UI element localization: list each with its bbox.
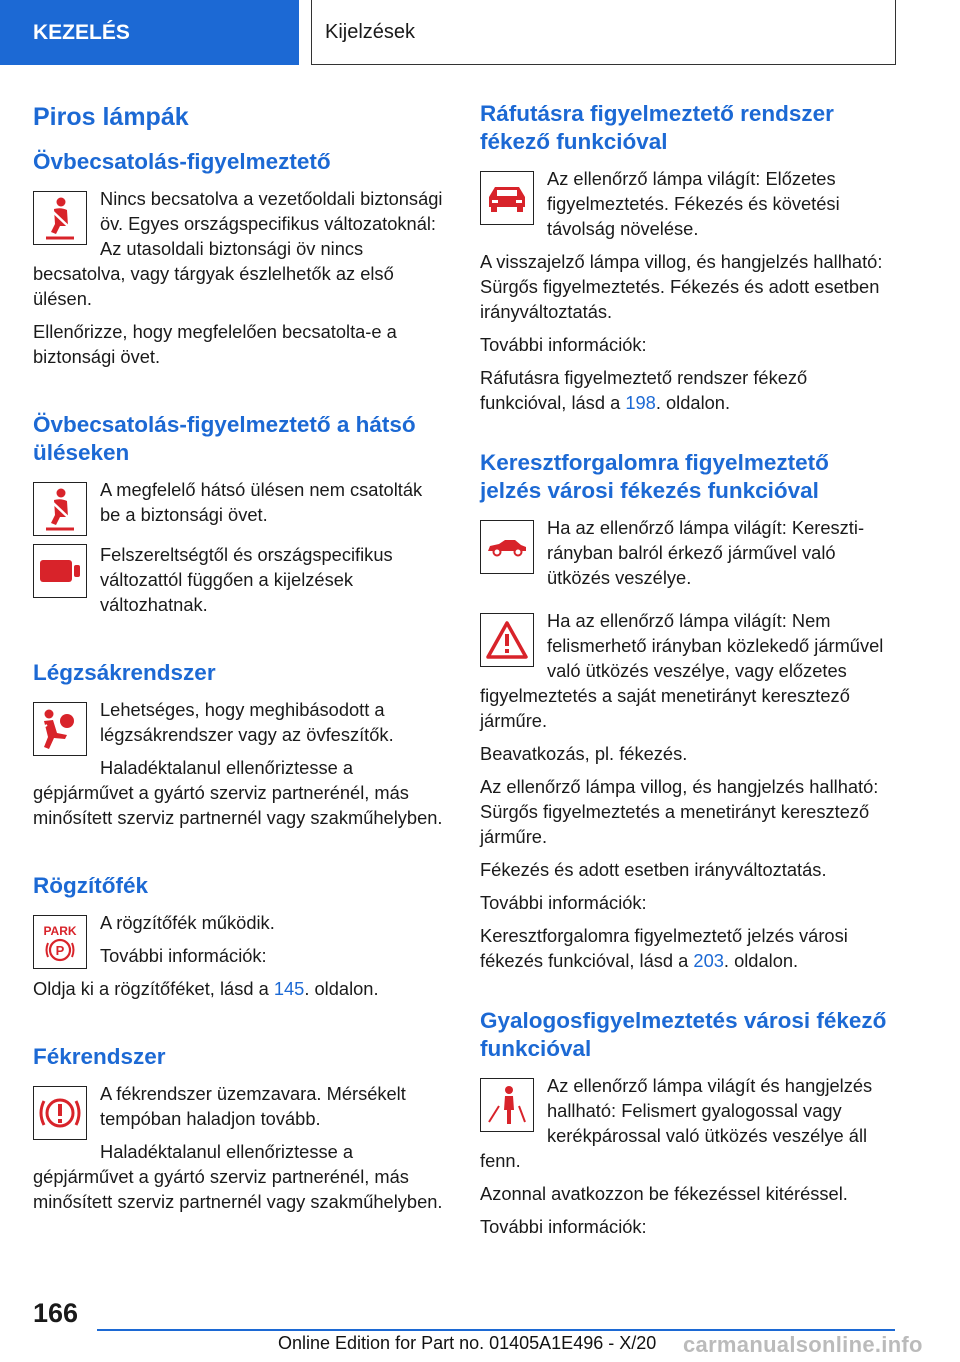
paragraph: Haladéktalanul ellenőriztesse a gépjárművet a gyártó szerviz partnerénél, más minősített szerviz partnernél vagy szakműhelyben. xyxy=(33,1141,443,1212)
chapter-title: Kijelzések xyxy=(311,0,896,65)
section-pedestrian-warning xyxy=(480,1007,894,1239)
rear-seat-indicator-icon xyxy=(33,544,87,598)
paragraph: A fékrendszer üzemzavara. Mérsékelt tempóban haladjon tovább. xyxy=(100,1083,406,1129)
section-heading: Gyalogosfigyelmeztetés városi fékező funkcióval xyxy=(480,1008,887,1061)
paragraph: A rögzítőfék működik. xyxy=(100,912,275,933)
seatbelt-warning-icon xyxy=(33,482,87,536)
section-brake-system xyxy=(33,1043,446,1222)
cross-traffic-car-icon xyxy=(480,520,534,574)
section-cross-traffic xyxy=(480,449,894,973)
paragraph: Nincs becsatolva a vezetőoldali biztonsági öv. Egyes országspecifikus változatoknál: Az utasoldali biztonsági öv nincs becsatolva, vagy tárgyak észlelhetők az első ülésen. xyxy=(33,188,443,309)
section-parking-brake xyxy=(33,872,446,1009)
paragraph: Felszereltségtől és országspecifikus változattól függően a kijelzések változhatnak. xyxy=(100,544,393,615)
section-heading: Légzsákrendszer xyxy=(33,660,216,685)
paragraph: Haladéktalanul ellenőriztesse a gépjárművet a gyártó szerviz partnerénél, más minősített szerviz partnernél vagy szakműhelyben. xyxy=(33,757,443,828)
page-title: Piros lámpák xyxy=(33,103,189,131)
warning-triangle-icon xyxy=(480,613,534,667)
paragraph: A visszajelző lámpa villog, és hangjelzés hallható: Sürgős figyelmeztetés. Fékezés és adott esetben irányváltoztatás. xyxy=(480,251,883,322)
footer-divider xyxy=(97,1329,895,1331)
page-number: 166 xyxy=(33,1298,79,1328)
paragraph: Fékezés és adott esetben irányváltoztatás. xyxy=(480,859,827,880)
paragraph xyxy=(33,976,446,1001)
section-heading: Fékrendszer xyxy=(33,1044,166,1069)
page-link-145[interactable]: 145 xyxy=(273,978,305,999)
airbag-warning-icon xyxy=(33,702,87,756)
text-run: Ráfutásra figyelmeztető rendszer fékező funkcióval, lásd a xyxy=(480,367,808,413)
text-run: Keresztforgalomra figyelmeztető jelzés városi fékezés funkcióval, lásd a xyxy=(480,925,848,971)
front-collision-warning-icon xyxy=(480,171,534,225)
paragraph: Ha az ellenőrző lámpa világít: Nem felismerhető irányban közlekedő járművel való ütközés veszélye, vagy előzetes figyelmeztetés a saját menetirányt keresztező járműre. xyxy=(480,610,884,731)
paragraph: Az ellenőrző lámpa világít: Előzetes figyelmeztetés. Fékezés és követési távolság növelése. xyxy=(547,168,840,239)
right-column xyxy=(480,100,894,1273)
page-link-198[interactable]: 198 xyxy=(625,392,656,413)
section-tab: KEZELÉS xyxy=(0,0,299,65)
section-heading: Övbecsatolás-figyelmeztető xyxy=(33,149,331,174)
section-rear-seatbelt xyxy=(33,411,446,625)
parking-brake-icon-text: PARK xyxy=(43,924,77,938)
paragraph: Az ellenőrző lámpa világít és hangjelzés hallható: Felismert gyalogossal vagy kerékpárossal való ütközés veszélye áll fenn. xyxy=(480,1075,873,1171)
brake-warning-icon xyxy=(33,1086,87,1140)
text-run: Oldja ki a rögzítőféket, lásd a xyxy=(33,978,274,999)
paragraph: A megfelelő hátsó ülésen nem csatolták be a biztonsági övet. xyxy=(100,479,423,525)
section-airbag xyxy=(33,659,446,838)
seatbelt-warning-icon xyxy=(33,191,87,245)
edition-note: Online Edition for Part no. 01405A1E496 - X/20 xyxy=(278,1333,657,1353)
paragraph: További információk: xyxy=(480,1216,647,1237)
section-seatbelt xyxy=(33,148,446,377)
paragraph: Az ellenőrző lámpa villog, és hangjelzés hallható: Sürgős figyelmeztetés a menetirányt keresztező járműre. xyxy=(480,776,879,847)
paragraph: Ha az ellenőrző lámpa világít: Keresztirányban balról érkező járművel való ütközés veszélye. xyxy=(547,517,865,588)
paragraph: Azonnal avatkozzon be fékezéssel kitéréssel. xyxy=(480,1183,848,1204)
text-run: . oldalon. xyxy=(304,978,379,999)
paragraph: Ellenőrizze, hogy megfelelően becsatolta-e a biztonsági övet. xyxy=(33,321,397,367)
watermark: carmanualsonline.info xyxy=(683,1332,923,1357)
section-heading: Övbecsatolás-figyelmeztető a hátsó üléseken xyxy=(33,412,416,465)
paragraph xyxy=(480,923,894,973)
paragraph: Lehetséges, hogy meghibásodott a légzsákrendszer vagy az övfeszítők. xyxy=(100,699,394,745)
paragraph xyxy=(480,365,894,415)
section-heading: Ráfutásra figyelmeztető rendszer fékező funkcióval xyxy=(480,101,834,154)
section-heading: Keresztforgalomra figyelmeztető jelzés városi fékezés funkcióval xyxy=(480,450,829,503)
left-column xyxy=(33,100,446,1256)
section-collision-warning xyxy=(480,100,894,415)
page-link-203[interactable]: 203 xyxy=(693,950,724,971)
paragraph: További információk: xyxy=(480,334,647,355)
pedestrian-warning-icon xyxy=(480,1078,534,1132)
paragraph: Beavatkozás, pl. fékezés. xyxy=(480,743,688,764)
section-heading: Rögzítőfék xyxy=(33,873,148,898)
parking-brake-icon xyxy=(33,915,87,969)
text-run: . oldalon. xyxy=(723,950,799,971)
svg-text:P: P xyxy=(55,943,65,958)
text-run: . oldalon. xyxy=(655,392,731,413)
paragraph: További információk: xyxy=(480,892,647,913)
paragraph: További információk: xyxy=(100,945,267,966)
